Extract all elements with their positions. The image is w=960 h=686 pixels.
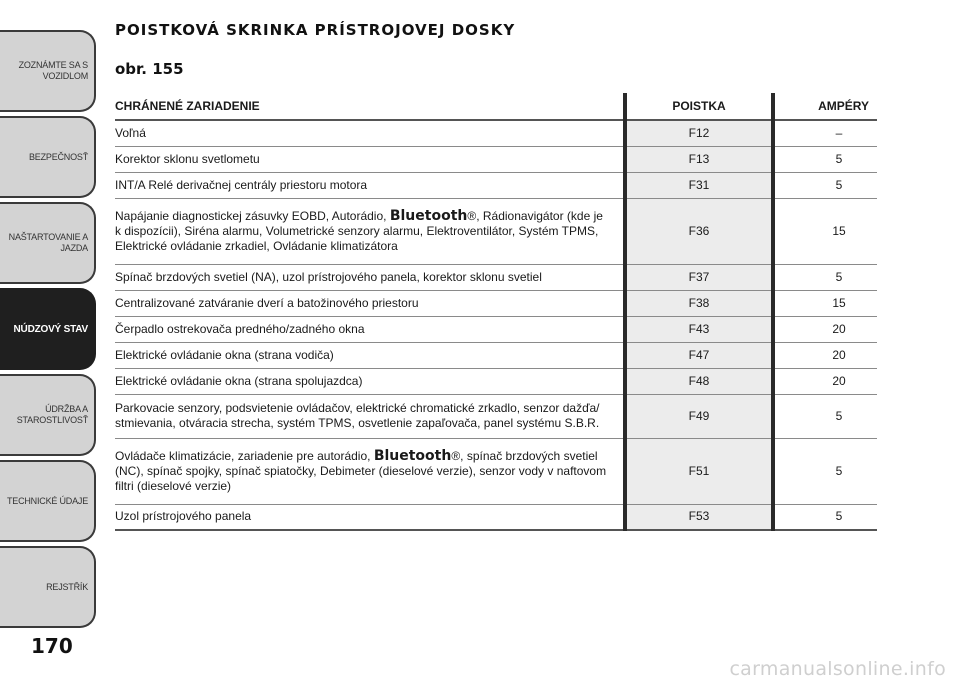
amp-cell: 5 (773, 264, 877, 290)
amp-cell: – (773, 120, 877, 146)
table-row (115, 264, 877, 290)
fuse-cell: F37 (625, 264, 773, 290)
fuse-cell: F53 (625, 504, 773, 530)
header-amperes: AMPÉRY (773, 93, 877, 120)
figure-reference: obr. 155 (115, 60, 184, 78)
fuse-cell: F48 (625, 368, 773, 394)
tab-technicke-udaje[interactable]: TECHNICKÉ ÚDAJE (0, 460, 96, 542)
fuse-cell: F43 (625, 316, 773, 342)
tab-nastartovanie-a-jazda[interactable]: NAŠTARTOVANIE A JAZDA (0, 202, 96, 284)
amp-cell: 5 (773, 146, 877, 172)
amp-cell: 5 (773, 394, 877, 438)
table-row (115, 438, 877, 504)
bluetooth-logo-text: Bluetooth (389, 207, 468, 224)
device-text: ®, spínač brzdových svetiel (NC), spínač spojky, spínač spiatočky, Debimeter (dieselové verzie), senzor vody v naftovom filtri (dieselové verzie) (115, 448, 607, 493)
table-row (115, 198, 877, 264)
table-row (115, 504, 877, 530)
table-row (115, 120, 877, 146)
amp-cell: 15 (773, 198, 877, 264)
fuse-cell: F12 (625, 120, 773, 146)
header-fuse: POISTKA (625, 93, 773, 120)
fuse-cell: F51 (625, 438, 773, 504)
device-cell: Čerpadlo ostrekovača predného/zadného okna (115, 316, 625, 342)
device-cell: Korektor sklonu svetlometu (115, 146, 625, 172)
device-text: Ovládače klimatizácie, zariadenie pre autorádio, (115, 448, 374, 463)
device-cell: Elektrické ovládanie okna (strana vodiča) (115, 342, 625, 368)
tab-rejstrik[interactable]: REJSTŘÍK (0, 546, 96, 628)
fuse-cell: F36 (625, 198, 773, 264)
amp-cell: 5 (773, 172, 877, 198)
table-row (115, 316, 877, 342)
device-text: Napájanie diagnostickej zásuvky EOBD, Autorádio, (115, 208, 390, 223)
section-title: POISTKOVÁ SKRINKA PRÍSTROJOVEJ DOSKY (115, 21, 516, 39)
device-cell: Uzol prístrojového panela (115, 504, 625, 530)
device-cell (115, 198, 625, 264)
table-row (115, 146, 877, 172)
header-protected-device: CHRÁNENÉ ZARIADENIE (115, 93, 625, 120)
table-row (115, 172, 877, 198)
fuse-cell: F31 (625, 172, 773, 198)
device-text: ®, Rádionavigátor (kde je k dispozícii), Siréna alarmu, Volumetrické senzory alarmu, Elektroventilátor, Systém TPMS, Elektrické ovládanie zrkadiel, Ovládanie klimatizátora (115, 208, 603, 253)
table-row (115, 342, 877, 368)
amp-cell: 20 (773, 368, 877, 394)
amp-cell: 5 (773, 438, 877, 504)
device-cell: Elektrické ovládanie okna (strana spolujazdca) (115, 368, 625, 394)
table-row (115, 290, 877, 316)
table-row (115, 394, 877, 438)
device-cell (115, 438, 625, 504)
device-cell: Spínač brzdových svetiel (NA), uzol prístrojového panela, korektor sklonu svetiel (115, 264, 625, 290)
fuse-cell: F49 (625, 394, 773, 438)
amp-cell: 20 (773, 316, 877, 342)
device-cell: INT/A Relé derivačnej centrály priestoru motora (115, 172, 625, 198)
tab-udrzba-a-starostlivost[interactable]: ÚDRŽBA A STAROSTLIVOSŤ (0, 374, 96, 456)
bluetooth-logo-text: Bluetooth (373, 447, 452, 464)
device-cell: Parkovacie senzory, podsvietenie ovládačov, elektrické chromatické zrkadlo, senzor dažďa/ stmievania, otváracia strecha, systém TPMS, osvetlenie zapaľovača, panel systému S.B.R. (115, 394, 625, 438)
page-number: 170 (31, 634, 73, 658)
table-row (115, 368, 877, 394)
watermark: carmanualsonline.info (729, 658, 946, 680)
device-cell: Voľná (115, 120, 625, 146)
amp-cell: 15 (773, 290, 877, 316)
device-cell: Centralizované zatváranie dverí a batožinového priestoru (115, 290, 625, 316)
tab-bezpecnost[interactable]: BEZPEČNOSŤ (0, 116, 96, 198)
table-header-row (115, 93, 877, 120)
tab-zoznamte-sa-s-vozidlom[interactable]: ZOZNÁMTE SA S VOZIDLOM (0, 30, 96, 112)
fuse-cell: F38 (625, 290, 773, 316)
tab-nudzovy-stav[interactable]: NÚDZOVÝ STAV (0, 288, 96, 370)
amp-cell: 5 (773, 504, 877, 530)
amp-cell: 20 (773, 342, 877, 368)
fuse-table (115, 93, 877, 531)
fuse-cell: F13 (625, 146, 773, 172)
fuse-cell: F47 (625, 342, 773, 368)
chapter-tabs (0, 0, 100, 640)
